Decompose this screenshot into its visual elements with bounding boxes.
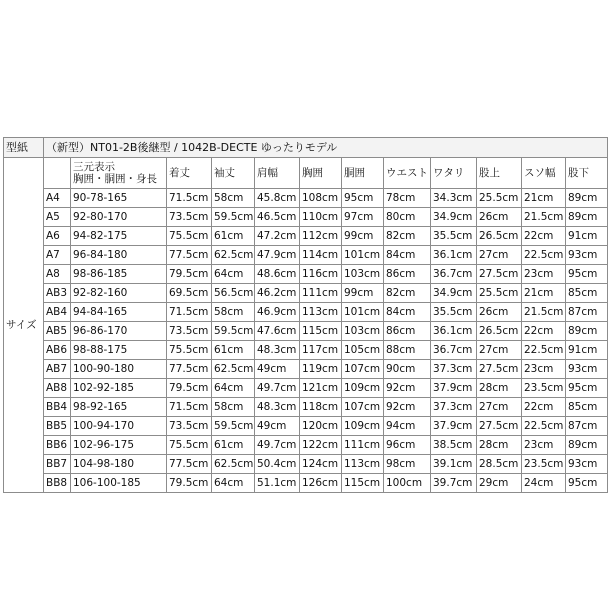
- measurement-cell: 95cm: [566, 379, 608, 398]
- measurement-cell: 37.9cm: [431, 417, 477, 436]
- header-size-line2: 胸囲・胴囲・身長: [73, 173, 157, 185]
- model-title: （新型）NT01-2B後継型 / 1042B-DECTE ゆったりモデル: [44, 138, 608, 158]
- size-notation-cell: 92-80-170: [71, 208, 167, 227]
- measurement-cell: 62.5cm: [212, 455, 255, 474]
- measurement-cell: 116cm: [300, 265, 342, 284]
- table-row: [4, 303, 608, 322]
- measurement-cell: 103cm: [342, 322, 384, 341]
- measurement-cell: 73.5cm: [167, 417, 212, 436]
- size-code-cell: A7: [44, 246, 71, 265]
- table-row: [4, 379, 608, 398]
- measurement-cell: 47.2cm: [255, 227, 300, 246]
- size-code-cell: BB6: [44, 436, 71, 455]
- size-notation-cell: 98-92-165: [71, 398, 167, 417]
- measurement-cell: 46.2cm: [255, 284, 300, 303]
- table-row: [4, 227, 608, 246]
- measurement-cell: 114cm: [300, 246, 342, 265]
- measurement-cell: 26cm: [477, 303, 522, 322]
- measurement-cell: 48.3cm: [255, 398, 300, 417]
- measurement-cell: 36.1cm: [431, 246, 477, 265]
- measurement-cell: 64cm: [212, 474, 255, 493]
- measurement-cell: 85cm: [566, 398, 608, 417]
- measurement-cell: 47.6cm: [255, 322, 300, 341]
- measurement-cell: 88cm: [384, 341, 431, 360]
- measurement-cell: 126cm: [300, 474, 342, 493]
- size-notation-cell: 104-98-180: [71, 455, 167, 474]
- measurement-cell: 111cm: [342, 436, 384, 455]
- header-col: 胸囲: [300, 158, 342, 189]
- pattern-label: 型紙: [4, 138, 44, 158]
- measurement-cell: 22.5cm: [522, 341, 566, 360]
- measurement-cell: 35.5cm: [431, 303, 477, 322]
- measurement-cell: 109cm: [342, 379, 384, 398]
- size-code-cell: A5: [44, 208, 71, 227]
- measurement-cell: 73.5cm: [167, 208, 212, 227]
- measurement-cell: 94cm: [384, 417, 431, 436]
- measurement-cell: 34.9cm: [431, 208, 477, 227]
- header-col: 肩幅: [255, 158, 300, 189]
- measurement-cell: 28.5cm: [477, 455, 522, 474]
- measurement-cell: 64cm: [212, 379, 255, 398]
- table-row: [4, 265, 608, 284]
- measurement-cell: 93cm: [566, 360, 608, 379]
- measurement-cell: 71.5cm: [167, 189, 212, 208]
- measurement-cell: 37.3cm: [431, 398, 477, 417]
- size-notation-cell: 106-100-185: [71, 474, 167, 493]
- measurement-cell: 59.5cm: [212, 208, 255, 227]
- header-row: [4, 158, 608, 189]
- measurement-cell: 36.7cm: [431, 341, 477, 360]
- measurement-cell: 36.7cm: [431, 265, 477, 284]
- size-notation-cell: 102-96-175: [71, 436, 167, 455]
- measurement-cell: 35.5cm: [431, 227, 477, 246]
- size-code-cell: A8: [44, 265, 71, 284]
- measurement-cell: 48.3cm: [255, 341, 300, 360]
- measurement-cell: 21.5cm: [522, 208, 566, 227]
- measurement-cell: 29cm: [477, 474, 522, 493]
- measurement-cell: 22.5cm: [522, 417, 566, 436]
- measurement-cell: 120cm: [300, 417, 342, 436]
- measurement-cell: 86cm: [384, 322, 431, 341]
- header-col: 股下: [566, 158, 608, 189]
- size-code-cell: BB8: [44, 474, 71, 493]
- measurement-cell: 27cm: [477, 398, 522, 417]
- measurement-cell: 51.1cm: [255, 474, 300, 493]
- size-code-cell: AB8: [44, 379, 71, 398]
- size-notation-cell: 100-94-170: [71, 417, 167, 436]
- measurement-cell: 71.5cm: [167, 398, 212, 417]
- measurement-cell: 49.7cm: [255, 379, 300, 398]
- table-row: [4, 341, 608, 360]
- measurement-cell: 85cm: [566, 284, 608, 303]
- measurement-cell: 58cm: [212, 398, 255, 417]
- measurement-cell: 107cm: [342, 360, 384, 379]
- measurement-cell: 86cm: [384, 265, 431, 284]
- measurement-cell: 26.5cm: [477, 322, 522, 341]
- table-row: [4, 246, 608, 265]
- measurement-cell: 49.7cm: [255, 436, 300, 455]
- measurement-cell: 87cm: [566, 417, 608, 436]
- measurement-cell: 27cm: [477, 341, 522, 360]
- size-code-cell: AB4: [44, 303, 71, 322]
- header-col: ワタリ: [431, 158, 477, 189]
- measurement-cell: 48.6cm: [255, 265, 300, 284]
- size-notation-cell: 100-90-180: [71, 360, 167, 379]
- header-col: スソ幅: [522, 158, 566, 189]
- measurement-cell: 23cm: [522, 360, 566, 379]
- size-code-cell: A4: [44, 189, 71, 208]
- measurement-cell: 79.5cm: [167, 474, 212, 493]
- measurement-cell: 56.5cm: [212, 284, 255, 303]
- measurement-cell: 27.5cm: [477, 265, 522, 284]
- measurement-cell: 99cm: [342, 227, 384, 246]
- measurement-cell: 107cm: [342, 398, 384, 417]
- measurement-cell: 79.5cm: [167, 379, 212, 398]
- measurement-cell: 82cm: [384, 284, 431, 303]
- size-notation-cell: 98-86-185: [71, 265, 167, 284]
- size-code-cell: AB5: [44, 322, 71, 341]
- measurement-cell: 103cm: [342, 265, 384, 284]
- measurement-cell: 49cm: [255, 360, 300, 379]
- measurement-cell: 62.5cm: [212, 360, 255, 379]
- measurement-cell: 101cm: [342, 303, 384, 322]
- measurement-cell: 21cm: [522, 284, 566, 303]
- measurement-cell: 26.5cm: [477, 227, 522, 246]
- measurement-cell: 113cm: [342, 455, 384, 474]
- header-col: 股上: [477, 158, 522, 189]
- title-row: [4, 138, 608, 158]
- header-size-line1: 三元表示: [73, 161, 115, 173]
- size-code-cell: BB7: [44, 455, 71, 474]
- measurement-cell: 110cm: [300, 208, 342, 227]
- measurement-cell: 27cm: [477, 246, 522, 265]
- size-code-cell: AB6: [44, 341, 71, 360]
- measurement-cell: 113cm: [300, 303, 342, 322]
- header-col: 着丈: [167, 158, 212, 189]
- measurement-cell: 23cm: [522, 436, 566, 455]
- measurement-cell: 101cm: [342, 246, 384, 265]
- table-row: [4, 360, 608, 379]
- measurement-cell: 95cm: [566, 265, 608, 284]
- size-code-cell: BB4: [44, 398, 71, 417]
- size-code-cell: AB7: [44, 360, 71, 379]
- measurement-cell: 84cm: [384, 246, 431, 265]
- measurement-cell: 37.3cm: [431, 360, 477, 379]
- measurement-cell: 21cm: [522, 189, 566, 208]
- measurement-cell: 22cm: [522, 227, 566, 246]
- table-row: [4, 284, 608, 303]
- size-notation-cell: 102-92-185: [71, 379, 167, 398]
- measurement-cell: 115cm: [342, 474, 384, 493]
- table-row: [4, 208, 608, 227]
- measurement-cell: 84cm: [384, 303, 431, 322]
- size-notation-cell: 98-88-175: [71, 341, 167, 360]
- measurement-cell: 58cm: [212, 189, 255, 208]
- measurement-cell: 46.5cm: [255, 208, 300, 227]
- measurement-cell: 38.5cm: [431, 436, 477, 455]
- measurement-cell: 95cm: [566, 474, 608, 493]
- measurement-cell: 26cm: [477, 208, 522, 227]
- table-row: [4, 417, 608, 436]
- measurement-cell: 89cm: [566, 322, 608, 341]
- measurement-cell: 50.4cm: [255, 455, 300, 474]
- measurement-cell: 59.5cm: [212, 322, 255, 341]
- measurement-cell: 23cm: [522, 265, 566, 284]
- measurement-cell: 118cm: [300, 398, 342, 417]
- size-notation-cell: 94-82-175: [71, 227, 167, 246]
- measurement-cell: 119cm: [300, 360, 342, 379]
- measurement-cell: 21.5cm: [522, 303, 566, 322]
- measurement-cell: 75.5cm: [167, 227, 212, 246]
- measurement-cell: 121cm: [300, 379, 342, 398]
- measurement-cell: 93cm: [566, 455, 608, 474]
- measurement-cell: 34.9cm: [431, 284, 477, 303]
- measurement-cell: 61cm: [212, 227, 255, 246]
- measurement-cell: 25.5cm: [477, 189, 522, 208]
- measurement-cell: 89cm: [566, 189, 608, 208]
- measurement-cell: 22.5cm: [522, 246, 566, 265]
- measurement-cell: 49cm: [255, 417, 300, 436]
- measurement-cell: 39.1cm: [431, 455, 477, 474]
- measurement-cell: 28cm: [477, 379, 522, 398]
- measurement-cell: 77.5cm: [167, 246, 212, 265]
- size-notation-cell: 94-84-165: [71, 303, 167, 322]
- measurement-cell: 22cm: [522, 322, 566, 341]
- measurement-cell: 115cm: [300, 322, 342, 341]
- measurement-cell: 37.9cm: [431, 379, 477, 398]
- measurement-cell: 100cm: [384, 474, 431, 493]
- measurement-cell: 92cm: [384, 398, 431, 417]
- measurement-cell: 46.9cm: [255, 303, 300, 322]
- table-row: [4, 474, 608, 493]
- size-notation-cell: 96-86-170: [71, 322, 167, 341]
- measurement-cell: 91cm: [566, 341, 608, 360]
- measurement-cell: 58cm: [212, 303, 255, 322]
- size-code-cell: AB3: [44, 284, 71, 303]
- measurement-cell: 75.5cm: [167, 341, 212, 360]
- measurement-cell: 92cm: [384, 379, 431, 398]
- size-notation-cell: 96-84-180: [71, 246, 167, 265]
- measurement-cell: 80cm: [384, 208, 431, 227]
- measurement-cell: 28cm: [477, 436, 522, 455]
- measurement-cell: 96cm: [384, 436, 431, 455]
- measurement-cell: 97cm: [342, 208, 384, 227]
- measurement-cell: 22cm: [522, 398, 566, 417]
- size-chart-body: [4, 138, 608, 493]
- measurement-cell: 62.5cm: [212, 246, 255, 265]
- measurement-cell: 59.5cm: [212, 417, 255, 436]
- header-size-code: [44, 158, 71, 189]
- measurement-cell: 87cm: [566, 303, 608, 322]
- measurement-cell: 27.5cm: [477, 417, 522, 436]
- size-code-cell: BB5: [44, 417, 71, 436]
- measurement-cell: 34.3cm: [431, 189, 477, 208]
- measurement-cell: 27.5cm: [477, 360, 522, 379]
- measurement-cell: 93cm: [566, 246, 608, 265]
- measurement-cell: 77.5cm: [167, 455, 212, 474]
- measurement-cell: 122cm: [300, 436, 342, 455]
- table-row: [4, 189, 608, 208]
- measurement-cell: 124cm: [300, 455, 342, 474]
- measurement-cell: 78cm: [384, 189, 431, 208]
- measurement-cell: 69.5cm: [167, 284, 212, 303]
- table-row: [4, 322, 608, 341]
- measurement-cell: 61cm: [212, 341, 255, 360]
- measurement-cell: 98cm: [384, 455, 431, 474]
- measurement-cell: 61cm: [212, 436, 255, 455]
- header-col: 袖丈: [212, 158, 255, 189]
- measurement-cell: 36.1cm: [431, 322, 477, 341]
- measurement-cell: 91cm: [566, 227, 608, 246]
- measurement-cell: 95cm: [342, 189, 384, 208]
- measurement-cell: 71.5cm: [167, 303, 212, 322]
- measurement-cell: 117cm: [300, 341, 342, 360]
- header-col: 胴囲: [342, 158, 384, 189]
- measurement-cell: 64cm: [212, 265, 255, 284]
- measurement-cell: 73.5cm: [167, 322, 212, 341]
- measurement-cell: 24cm: [522, 474, 566, 493]
- measurement-cell: 39.7cm: [431, 474, 477, 493]
- size-side-label: サイズ: [4, 158, 44, 493]
- measurement-cell: 112cm: [300, 227, 342, 246]
- size-notation-cell: 92-82-160: [71, 284, 167, 303]
- size-code-cell: A6: [44, 227, 71, 246]
- measurement-cell: 75.5cm: [167, 436, 212, 455]
- measurement-cell: 47.9cm: [255, 246, 300, 265]
- measurement-cell: 90cm: [384, 360, 431, 379]
- measurement-cell: 105cm: [342, 341, 384, 360]
- measurement-cell: 99cm: [342, 284, 384, 303]
- table-row: [4, 436, 608, 455]
- measurement-cell: 23.5cm: [522, 455, 566, 474]
- measurement-cell: 108cm: [300, 189, 342, 208]
- size-notation-cell: 90-78-165: [71, 189, 167, 208]
- measurement-cell: 82cm: [384, 227, 431, 246]
- table-row: [4, 455, 608, 474]
- measurement-cell: 77.5cm: [167, 360, 212, 379]
- header-size-notation: [71, 158, 167, 189]
- size-chart-table: [3, 137, 608, 493]
- measurement-cell: 79.5cm: [167, 265, 212, 284]
- measurement-cell: 89cm: [566, 436, 608, 455]
- table-row: [4, 398, 608, 417]
- measurement-cell: 23.5cm: [522, 379, 566, 398]
- measurement-cell: 111cm: [300, 284, 342, 303]
- measurement-cell: 25.5cm: [477, 284, 522, 303]
- measurement-cell: 89cm: [566, 208, 608, 227]
- measurement-cell: 45.8cm: [255, 189, 300, 208]
- measurement-cell: 109cm: [342, 417, 384, 436]
- header-col: ウエスト: [384, 158, 431, 189]
